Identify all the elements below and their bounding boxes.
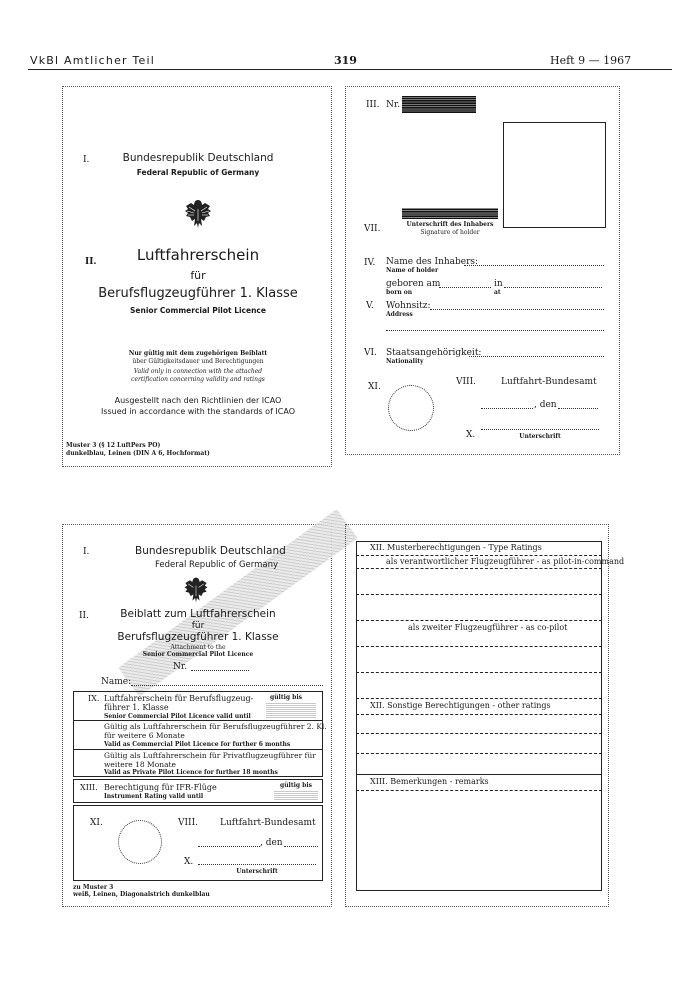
card2-authority: Luftfahrt-Bundesamt [501, 377, 597, 387]
card3-num-i: I. [83, 547, 90, 557]
card4-rule-10 [356, 753, 602, 754]
card2-sig-en: Signature of holder [420, 229, 480, 236]
card4-rule-8 [356, 714, 602, 715]
validity-table [73, 691, 327, 777]
card3-att-1: Attachment to the [170, 644, 226, 651]
card2-num-xi: XI. [368, 382, 381, 392]
card3-date-line [284, 846, 318, 847]
card4-rule-1 [356, 555, 602, 556]
card3-unterschrift: Unterschrift [236, 868, 278, 875]
card3-row3-2: weitere 18 Monate [104, 760, 176, 769]
card2-addr-en: Address [386, 311, 413, 318]
card4-section-divider [356, 774, 602, 775]
card3-authority-signature-line [198, 864, 316, 865]
card2-num-iv: IV. [364, 258, 376, 268]
card3-row3-1: Gültig als Luftfahrerschein für Privatflugzeugführer für [104, 751, 316, 760]
card3-authority: Luftfahrt-Bundesamt [220, 818, 316, 828]
card3-row2-1: Gültig als Luftfahrerschein für Berufsflugzeugführer 2. Kl. [104, 722, 327, 731]
card1-validity-en-2: certification concerning validity and ratings [131, 376, 265, 383]
card3-title2: Berufsflugzeugführer 1. Klasse [117, 631, 279, 643]
card3-ix-2: führer 1. Klasse [104, 703, 169, 712]
card3-title1: Beiblatt zum Luftfahrerschein [120, 608, 276, 620]
card3-nr-field [191, 670, 249, 671]
card2-date-line [558, 408, 598, 409]
card3-seal-circle [118, 820, 162, 864]
card3-zu-muster-1: zu Muster 3 [73, 884, 114, 891]
card3-nr-label: Nr. [173, 662, 188, 672]
card2-addr-field [430, 309, 604, 310]
card2-addr-de: Wohnsitz: [386, 301, 431, 311]
card4-rule-9 [356, 733, 602, 734]
card2-unterschrift: Unterschrift [519, 433, 561, 440]
card4-rule-11 [356, 790, 602, 791]
card4-xiii-remarks: XIII. Bemerkungen - remarks [370, 777, 489, 786]
card4-rule-2 [356, 568, 602, 569]
card4-rule-5 [356, 646, 602, 647]
card3-num-viii: VIII. [178, 818, 199, 828]
diagonal-stripe [118, 509, 358, 697]
card2-num-viii: VIII. [456, 377, 477, 387]
card2-born-en: born on [386, 289, 413, 296]
card1-validity-de-1: Nur gültig mit dem zugehörigen Beiblatt [128, 350, 268, 357]
card1-country-de: Bundesrepublik Deutschland [122, 152, 274, 164]
card3-name-field [131, 685, 323, 686]
header-journal-title: VkBl Amtlicher Teil [30, 54, 155, 67]
card2-in-de: in [494, 279, 503, 289]
card2-nr-label: Nr. [386, 100, 401, 110]
card2-num-vi: VI. [364, 348, 377, 358]
card3-den: , den [260, 838, 283, 848]
card2-name-field [464, 265, 604, 266]
card2-authority-signature-line [481, 429, 599, 430]
card2-place-line [481, 408, 533, 409]
card4-rule-4 [356, 620, 602, 621]
card1-num-ii: II. [85, 257, 97, 267]
card1-icao-en: Issued in accordance with the standards of ICAO [100, 407, 295, 416]
card2-born-de: geboren am [386, 279, 441, 289]
card3-name-label: Name: [101, 677, 132, 687]
card4-pic: als verantwortlicher Flugzeugführer - as pilot-in-command [386, 557, 625, 566]
card3-num-x: X. [184, 857, 194, 867]
card2-name-de: Name des Inhabers: [386, 257, 479, 267]
card1-muster-1: Muster 3 (§ 12 LuftPers PO) [66, 442, 161, 449]
card3-num-ii: II. [79, 611, 89, 621]
card1-fuer: für [190, 269, 206, 282]
card3-country-de: Bundesrepublik Deutschland [135, 545, 286, 557]
card4-xii-other: XII. Sonstige Berechtigungen - other ratings [370, 701, 551, 710]
card3-num-ix: IX. [88, 694, 100, 703]
attachment-card [62, 524, 332, 907]
card2-nat-en: Nationality [386, 358, 424, 365]
ratings-card [345, 524, 625, 907]
licence-card-front [62, 86, 332, 467]
card2-nat-de: Staatsangehörigkeit: [386, 348, 482, 358]
issuance-box [73, 805, 323, 881]
card1-subtitle-en: Senior Commercial Pilot Licence [130, 306, 266, 315]
card3-country-en: Federal Republic of Germany [155, 560, 279, 570]
header-issue: Heft 9 — 1967 [550, 54, 632, 67]
card3-zu-muster-2: weiß, Leinen, Diagonalstrich dunkelblau [73, 891, 210, 898]
card2-place-field [504, 287, 602, 288]
ifr-date-stamp [274, 790, 318, 800]
card2-born-field [439, 287, 491, 288]
card4-rule-7 [356, 698, 602, 699]
card1-country-en: Federal Republic of Germany [136, 168, 260, 177]
card1-muster-2: dunkelblau, Leinen (DIN A 6, Hochformat) [66, 450, 210, 457]
card3-row3-en: Valid as Private Pilot Licence for further 18 months [104, 769, 278, 776]
ifr-rating-box [73, 779, 323, 803]
number-blackout-stripe [402, 96, 476, 113]
card4-xii-title: XII. Musterberechtigungen - Type Ratings [370, 543, 542, 552]
card3-row2-2: für weitere 6 Monate [104, 731, 185, 740]
holder-signature-stripe [402, 208, 498, 219]
card2-num-v: V. [366, 301, 374, 311]
card3-ix-1: Luftfahrerschein für Berufsflugzeug- [104, 694, 254, 703]
card4-copilot: als zweiter Flugzeugführer - as co-pilot [408, 623, 568, 632]
card2-in-en: at [494, 289, 501, 296]
card2-name-en: Name of holder [386, 267, 439, 274]
card2-seal-circle [388, 385, 434, 431]
card1-validity-en-1: Valid only in connection with the attached [133, 368, 263, 375]
header-rule [28, 69, 672, 70]
card3-xiii-de: Berechtigung für IFR-Flüge [104, 783, 217, 792]
card3-row2-en: Valid as Commercial Pilot Licence for further 6 months [104, 741, 291, 748]
card3-num-xi: XI. [90, 818, 103, 828]
card2-sig-de: Unterschrift des Inhabers [406, 221, 494, 228]
card3-gueltig-bis: gültig bis [270, 694, 303, 701]
card2-nat-field [469, 356, 604, 357]
card1-subtitle: Berufsflugzeugführer 1. Klasse [98, 286, 298, 301]
card1-num-i: I. [83, 155, 90, 165]
ix-date-stamp [266, 703, 316, 718]
card2-num-vii: VII. [364, 224, 381, 234]
card2-num-x: X. [466, 430, 476, 440]
header-page-number: 319 [334, 54, 357, 67]
photo-frame [503, 122, 606, 228]
card4-rule-3 [356, 594, 602, 595]
federal-eagle-emblem [181, 197, 215, 231]
federal-eagle-emblem [181, 575, 211, 605]
card1-icao-de: Ausgestellt nach den Richtlinien der ICAO [114, 396, 282, 405]
card3-gueltig-bis-2: gültig bis [280, 782, 313, 789]
card1-validity-de-2: über Gültigkeitsdauer und Berechtigungen [132, 358, 264, 365]
licence-card-inside [345, 86, 620, 455]
card3-fuer: für [191, 621, 205, 631]
card3-ix-en: Senior Commercial Pilot Licence valid until [104, 713, 251, 720]
card3-place-line [198, 846, 260, 847]
card3-xiii-en: Instrument Rating valid until [104, 793, 204, 800]
validity-row-divider-1 [74, 720, 322, 721]
validity-row-divider-2 [74, 749, 322, 750]
card2-addr-field-2 [386, 330, 604, 331]
card4-rule-6 [356, 672, 602, 673]
card2-den: , den [534, 400, 557, 410]
card3-num-xiii: XIII. [80, 783, 98, 792]
card1-title: Luftfahrerschein [136, 246, 260, 264]
card2-num-iii: III. [366, 100, 380, 110]
card3-att-2: Senior Commercial Pilot Licence [142, 651, 254, 658]
